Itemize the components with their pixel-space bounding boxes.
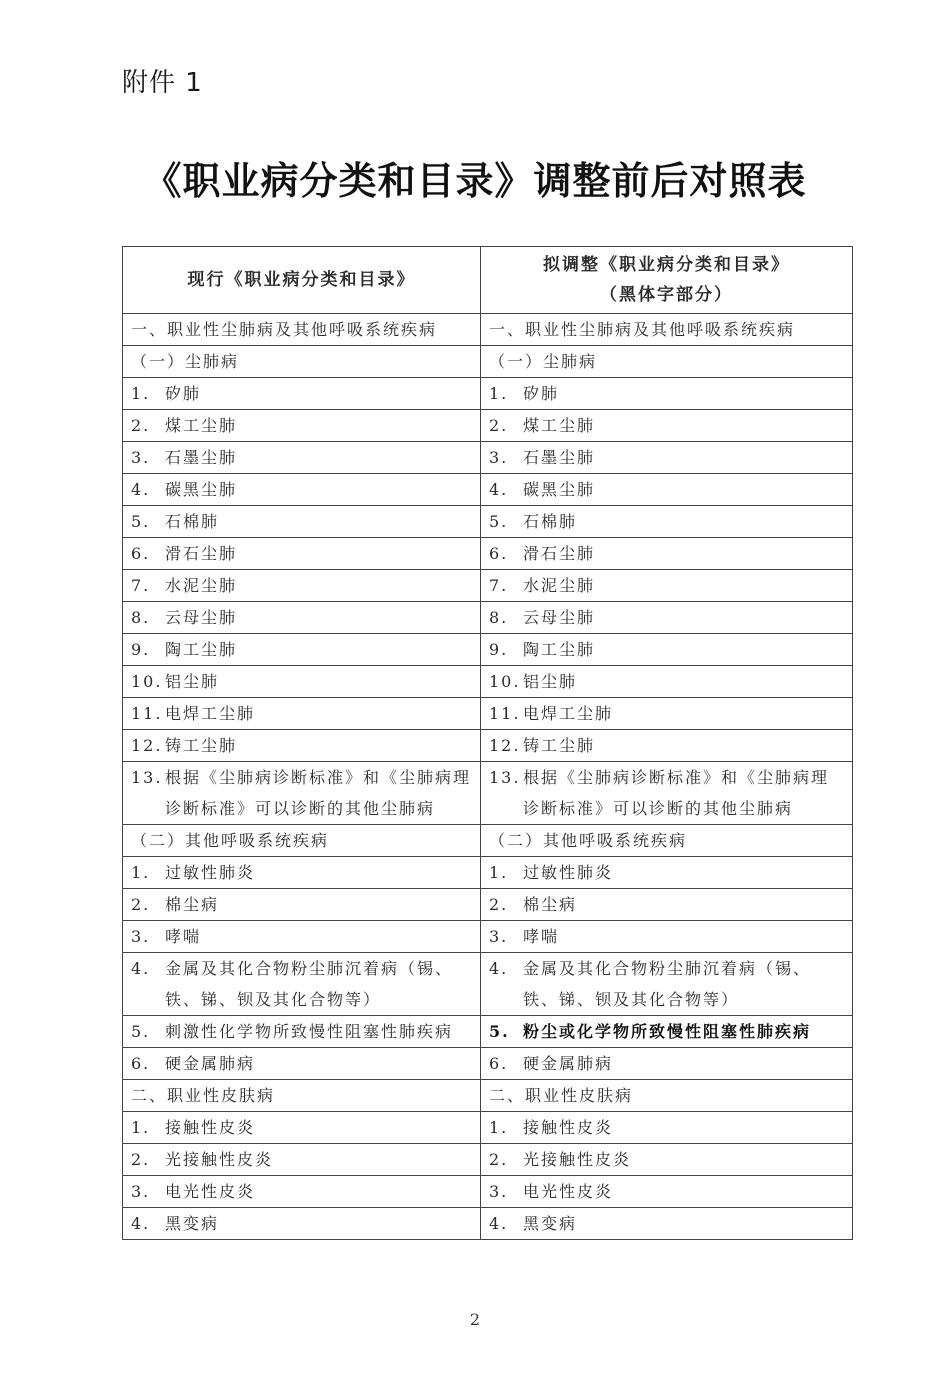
item-text: 水泥尘肺 bbox=[165, 575, 238, 595]
item-text: 铝尘肺 bbox=[523, 671, 578, 691]
table-row bbox=[123, 410, 853, 442]
item-number: 2. bbox=[489, 894, 509, 914]
table-row bbox=[123, 538, 853, 570]
item-number: 4. bbox=[131, 1213, 151, 1233]
item-text: 硬金属肺病 bbox=[165, 1053, 256, 1073]
item-text: 棉尘病 bbox=[523, 894, 578, 914]
cell-proposed bbox=[481, 921, 853, 953]
table-row bbox=[123, 825, 853, 857]
item-number: 12. bbox=[489, 735, 521, 755]
table-row-changed bbox=[123, 1016, 853, 1048]
cell-proposed bbox=[481, 538, 853, 570]
table-header-row bbox=[123, 247, 853, 314]
item-text: 接触性皮炎 bbox=[523, 1117, 614, 1137]
item-number: 5. bbox=[489, 1021, 510, 1041]
cell-proposed bbox=[481, 442, 853, 474]
cell-proposed bbox=[481, 953, 853, 1016]
item-text: 煤工尘肺 bbox=[165, 415, 238, 435]
item-text: 过敏性肺炎 bbox=[523, 862, 614, 882]
cell-current: （一）尘肺病 bbox=[123, 346, 481, 378]
item-number: 6. bbox=[131, 543, 151, 563]
item-text: 陶工尘肺 bbox=[165, 639, 238, 659]
cell-proposed bbox=[481, 1208, 853, 1240]
cell-current bbox=[123, 698, 481, 730]
item-number: 3. bbox=[489, 447, 509, 467]
cell-current bbox=[123, 1112, 481, 1144]
cell-proposed bbox=[481, 474, 853, 506]
item-number: 4. bbox=[131, 959, 151, 978]
cell-current: 二、职业性皮肤病 bbox=[123, 1080, 481, 1112]
item-number: 8. bbox=[131, 607, 151, 627]
item-text: 黑变病 bbox=[523, 1213, 578, 1233]
cell-proposed bbox=[481, 1048, 853, 1080]
item-number: 3. bbox=[131, 1181, 151, 1201]
item-number: 2. bbox=[489, 1149, 509, 1169]
table-row bbox=[123, 762, 853, 825]
attachment-label: 附件 1 bbox=[122, 68, 203, 98]
item-number: 1. bbox=[131, 1117, 151, 1137]
item-number: 1. bbox=[131, 862, 151, 882]
item-number: 6. bbox=[131, 1053, 151, 1073]
cell-proposed bbox=[481, 378, 853, 410]
table-row bbox=[123, 1080, 853, 1112]
cell-proposed bbox=[481, 1144, 853, 1176]
item-number: 3. bbox=[489, 926, 509, 946]
cell-current bbox=[123, 602, 481, 634]
item-text: 电光性皮炎 bbox=[523, 1181, 614, 1201]
item-number: 4. bbox=[131, 479, 151, 499]
cell-current bbox=[123, 1176, 481, 1208]
header-proposed bbox=[481, 247, 853, 314]
item-text: 电焊工尘肺 bbox=[523, 703, 614, 723]
item-number: 3. bbox=[131, 926, 151, 946]
item-number: 8. bbox=[489, 607, 509, 627]
item-text: 金属及其化合物粉尘肺沉着病（锡、铁、锑、钡及其化合物等） bbox=[165, 959, 454, 1009]
document-title: 《职业病分类和目录》调整前后对照表 bbox=[143, 158, 807, 203]
table-row bbox=[123, 1176, 853, 1208]
cell-current bbox=[123, 1016, 481, 1048]
table-row bbox=[123, 857, 853, 889]
cell-current bbox=[123, 442, 481, 474]
cell-proposed bbox=[481, 570, 853, 602]
item-text: 煤工尘肺 bbox=[523, 415, 596, 435]
cell-proposed: （一）尘肺病 bbox=[481, 346, 853, 378]
table-row bbox=[123, 570, 853, 602]
cell-proposed bbox=[481, 666, 853, 698]
cell-proposed: 二、职业性皮肤病 bbox=[481, 1080, 853, 1112]
item-text: 滑石尘肺 bbox=[165, 543, 238, 563]
header-proposed-line2: （黑体字部分） bbox=[600, 285, 733, 305]
cell-current bbox=[123, 857, 481, 889]
table-row bbox=[123, 698, 853, 730]
cell-proposed bbox=[481, 506, 853, 538]
item-text: 电光性皮炎 bbox=[165, 1181, 256, 1201]
cell-proposed bbox=[481, 1016, 853, 1048]
cell-proposed: 一、职业性尘肺病及其他呼吸系统疾病 bbox=[481, 314, 853, 346]
cell-proposed bbox=[481, 410, 853, 442]
item-number: 7. bbox=[489, 575, 509, 595]
item-number: 2. bbox=[489, 415, 509, 435]
cell-proposed bbox=[481, 1112, 853, 1144]
cell-proposed: （二）其他呼吸系统疾病 bbox=[481, 825, 853, 857]
cell-current bbox=[123, 634, 481, 666]
item-text: 石墨尘肺 bbox=[165, 447, 238, 467]
cell-proposed bbox=[481, 634, 853, 666]
item-text-changed: 粉尘或化学物所致慢性阻塞性肺疾病 bbox=[523, 1021, 812, 1041]
item-text: 石棉肺 bbox=[523, 511, 578, 531]
item-number: 3. bbox=[489, 1181, 509, 1201]
cell-proposed bbox=[481, 698, 853, 730]
item-number: 3. bbox=[131, 447, 151, 467]
item-text: 云母尘肺 bbox=[165, 607, 238, 627]
item-number: 5. bbox=[489, 511, 509, 531]
item-number: 6. bbox=[489, 543, 509, 563]
table-row bbox=[123, 474, 853, 506]
cell-proposed bbox=[481, 602, 853, 634]
item-text: 碳黑尘肺 bbox=[523, 479, 596, 499]
item-text: 云母尘肺 bbox=[523, 607, 596, 627]
item-number: 11. bbox=[489, 703, 521, 723]
table-row bbox=[123, 666, 853, 698]
cell-proposed bbox=[481, 762, 853, 825]
cell-proposed bbox=[481, 730, 853, 762]
item-text: 石棉肺 bbox=[165, 511, 220, 531]
table-row bbox=[123, 921, 853, 953]
item-number: 1. bbox=[489, 383, 509, 403]
cell-current bbox=[123, 506, 481, 538]
cell-proposed bbox=[481, 889, 853, 921]
item-text: 过敏性肺炎 bbox=[165, 862, 256, 882]
item-text: 硬金属肺病 bbox=[523, 1053, 614, 1073]
table-row bbox=[123, 346, 853, 378]
table-row bbox=[123, 1112, 853, 1144]
item-number: 5. bbox=[131, 511, 151, 531]
header-current: 现行《职业病分类和目录》 bbox=[123, 247, 481, 314]
item-number: 1. bbox=[489, 1117, 509, 1137]
cell-current: 一、职业性尘肺病及其他呼吸系统疾病 bbox=[123, 314, 481, 346]
item-number: 13. bbox=[131, 768, 163, 787]
item-text: 铸工尘肺 bbox=[165, 735, 238, 755]
table-row bbox=[123, 442, 853, 474]
item-text: 电焊工尘肺 bbox=[165, 703, 256, 723]
item-text: 接触性皮炎 bbox=[165, 1117, 256, 1137]
item-text: 陶工尘肺 bbox=[523, 639, 596, 659]
item-number: 5. bbox=[131, 1021, 151, 1041]
item-number: 4. bbox=[489, 1213, 509, 1233]
table-row bbox=[123, 506, 853, 538]
item-text: 铸工尘肺 bbox=[523, 735, 596, 755]
item-text: 矽肺 bbox=[165, 383, 202, 403]
cell-current bbox=[123, 666, 481, 698]
item-number: 2. bbox=[131, 1149, 151, 1169]
table-row bbox=[123, 634, 853, 666]
table-row bbox=[123, 1048, 853, 1080]
cell-current bbox=[123, 921, 481, 953]
page-number: 2 bbox=[469, 1310, 481, 1329]
header-proposed-line1: 拟调整《职业病分类和目录》 bbox=[543, 255, 790, 275]
item-text: 刺激性化学物所致慢性阻塞性肺疾病 bbox=[165, 1021, 454, 1041]
item-number: 12. bbox=[131, 735, 163, 755]
item-number: 1. bbox=[489, 862, 509, 882]
cell-current bbox=[123, 1144, 481, 1176]
cell-current: （二）其他呼吸系统疾病 bbox=[123, 825, 481, 857]
table-row bbox=[123, 602, 853, 634]
comparison-table bbox=[122, 246, 853, 1240]
item-number: 11. bbox=[131, 703, 163, 723]
item-number: 4. bbox=[489, 479, 509, 499]
table-row bbox=[123, 1144, 853, 1176]
cell-current bbox=[123, 474, 481, 506]
item-text: 哮喘 bbox=[165, 926, 202, 946]
item-number: 9. bbox=[131, 639, 151, 659]
item-text: 水泥尘肺 bbox=[523, 575, 596, 595]
item-text: 光接触性皮炎 bbox=[165, 1149, 274, 1169]
cell-proposed bbox=[481, 857, 853, 889]
table-row bbox=[123, 378, 853, 410]
item-number: 13. bbox=[489, 768, 521, 787]
cell-current bbox=[123, 762, 481, 825]
item-text: 光接触性皮炎 bbox=[523, 1149, 632, 1169]
table-row bbox=[123, 1208, 853, 1240]
item-text: 碳黑尘肺 bbox=[165, 479, 238, 499]
table-row bbox=[123, 953, 853, 1016]
item-text: 金属及其化合物粉尘肺沉着病（锡、铁、锑、钡及其化合物等） bbox=[523, 959, 812, 1009]
item-number: 7. bbox=[131, 575, 151, 595]
item-text: 铝尘肺 bbox=[165, 671, 220, 691]
item-number: 9. bbox=[489, 639, 509, 659]
item-text: 棉尘病 bbox=[165, 894, 220, 914]
item-number: 10. bbox=[131, 671, 163, 691]
item-text: 黑变病 bbox=[165, 1213, 220, 1233]
item-number: 10. bbox=[489, 671, 521, 691]
item-number: 2. bbox=[131, 894, 151, 914]
table-row bbox=[123, 314, 853, 346]
item-number: 6. bbox=[489, 1053, 509, 1073]
cell-current bbox=[123, 1048, 481, 1080]
table-row bbox=[123, 730, 853, 762]
item-number: 2. bbox=[131, 415, 151, 435]
cell-current bbox=[123, 953, 481, 1016]
item-text: 根据《尘肺病诊断标准》和《尘肺病理诊断标准》可以诊断的其他尘肺病 bbox=[165, 768, 472, 818]
item-number: 4. bbox=[489, 959, 509, 978]
cell-current bbox=[123, 538, 481, 570]
cell-current bbox=[123, 889, 481, 921]
item-number: 1. bbox=[131, 383, 151, 403]
cell-proposed bbox=[481, 1176, 853, 1208]
cell-current bbox=[123, 378, 481, 410]
item-text: 滑石尘肺 bbox=[523, 543, 596, 563]
item-text: 矽肺 bbox=[523, 383, 560, 403]
cell-current bbox=[123, 410, 481, 442]
cell-current bbox=[123, 730, 481, 762]
item-text: 根据《尘肺病诊断标准》和《尘肺病理诊断标准》可以诊断的其他尘肺病 bbox=[523, 768, 830, 818]
cell-current bbox=[123, 1208, 481, 1240]
cell-current bbox=[123, 570, 481, 602]
table-row bbox=[123, 889, 853, 921]
item-text: 哮喘 bbox=[523, 926, 560, 946]
item-text: 石墨尘肺 bbox=[523, 447, 596, 467]
